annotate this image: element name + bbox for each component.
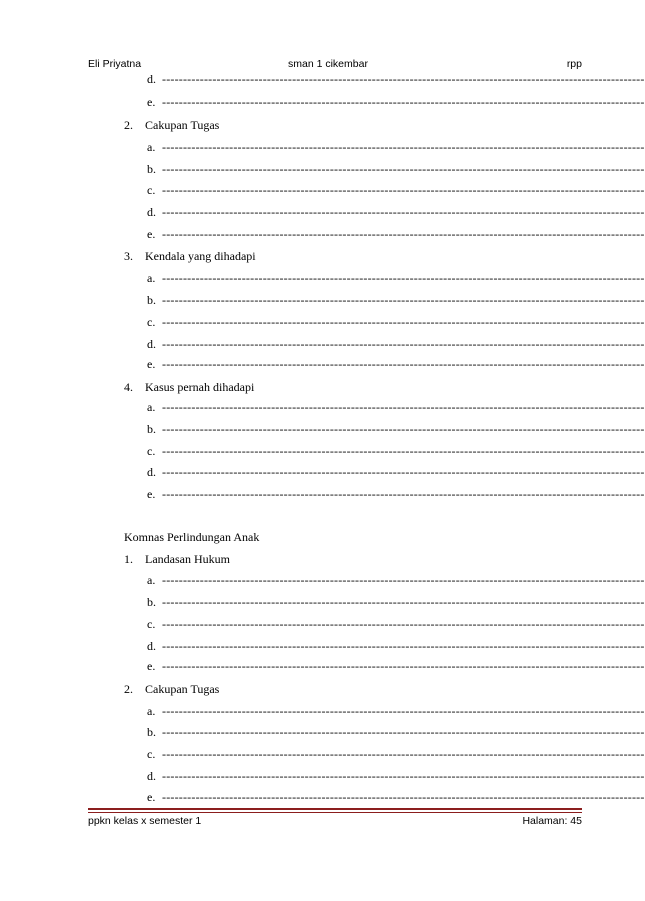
heading-title: Landasan Hukum [145, 552, 230, 566]
item-letter: d. [147, 639, 156, 653]
blank-answer-line: ------------------------------------------------------------------------------------------------------------------- [162, 162, 645, 176]
blank-answer-line: ------------------------------------------------------------------------------------------------------------------- [162, 573, 645, 587]
blank-answer-line: ------------------------------------------------------------------------------------------------------------------- [162, 422, 645, 436]
blank-answer-line: ------------------------------------------------------------------------------------------------------------------- [162, 95, 645, 109]
item-letter: a. [147, 704, 156, 718]
item-letter: a. [147, 573, 156, 587]
blank-answer-line: ------------------------------------------------------------------------------------------------------------------- [162, 725, 645, 739]
heading-title: Cakupan Tugas [145, 118, 220, 132]
list-item [0, 573, 645, 589]
footer-rule-thick [88, 808, 582, 810]
numbered-heading [0, 552, 638, 568]
item-letter: c. [147, 183, 156, 197]
blank-answer-line: ------------------------------------------------------------------------------------------------------------------- [162, 639, 645, 653]
blank-answer-line: ------------------------------------------------------------------------------------------------------------------- [162, 704, 645, 718]
list-item [0, 72, 645, 88]
item-letter: e. [147, 487, 156, 501]
item-letter: d. [147, 337, 156, 351]
blank-answer-line: ------------------------------------------------------------------------------------------------------------------- [162, 72, 645, 86]
list-item [0, 725, 645, 741]
blank-answer-line: ------------------------------------------------------------------------------------------------------------------- [162, 400, 645, 414]
heading-number: 1. [124, 552, 133, 566]
item-letter: b. [147, 725, 156, 739]
heading-title: Kasus pernah dihadapi [145, 380, 255, 394]
item-letter: e. [147, 790, 156, 804]
blank-answer-line: ------------------------------------------------------------------------------------------------------------------- [162, 337, 645, 351]
heading-number: 4. [124, 380, 133, 394]
item-letter: e. [147, 95, 156, 109]
list-item [0, 747, 645, 763]
list-item [0, 227, 645, 243]
blank-answer-line: ------------------------------------------------------------------------------------------------------------------- [162, 595, 645, 609]
item-letter: c. [147, 444, 156, 458]
blank-answer-line: ------------------------------------------------------------------------------------------------------------------- [162, 357, 645, 371]
list-item [0, 357, 645, 373]
footer-page-number: Halaman: 45 [522, 815, 582, 827]
list-item [0, 293, 645, 309]
list-item [0, 487, 645, 503]
list-item [0, 271, 645, 287]
list-item [0, 315, 645, 331]
header-author: Eli Priyatna [88, 58, 142, 70]
numbered-heading [0, 118, 638, 134]
list-item [0, 769, 645, 785]
item-letter: d. [147, 72, 156, 86]
item-letter: e. [147, 227, 156, 241]
item-letter: d. [147, 205, 156, 219]
footer-rule-thin [88, 812, 582, 813]
numbered-heading [0, 380, 638, 396]
list-item [0, 337, 645, 353]
item-letter: a. [147, 400, 156, 414]
header-doc-type: rpp [566, 58, 582, 70]
blank-answer-line: ------------------------------------------------------------------------------------------------------------------- [162, 315, 645, 329]
list-item [0, 183, 645, 199]
item-letter: b. [147, 422, 156, 436]
item-letter: b. [147, 162, 156, 176]
page-footer [88, 815, 582, 831]
list-item [0, 422, 645, 438]
blank-answer-line: ------------------------------------------------------------------------------------------------------------------- [162, 205, 645, 219]
heading-title: Kendala yang dihadapi [145, 249, 256, 263]
list-item [0, 444, 645, 460]
list-item [0, 400, 645, 416]
item-letter: e. [147, 357, 156, 371]
item-letter: d. [147, 465, 156, 479]
blank-answer-line: ------------------------------------------------------------------------------------------------------------------- [162, 465, 645, 479]
blank-answer-line: ------------------------------------------------------------------------------------------------------------------- [162, 769, 645, 783]
list-item [0, 140, 645, 156]
heading-number: 2. [124, 118, 133, 132]
blank-answer-line: ------------------------------------------------------------------------------------------------------------------- [162, 140, 645, 154]
numbered-heading [0, 682, 638, 698]
list-item [0, 95, 645, 111]
item-letter: a. [147, 271, 156, 285]
item-letter: c. [147, 315, 156, 329]
list-item [0, 205, 645, 221]
blank-answer-line: ------------------------------------------------------------------------------------------------------------------- [162, 293, 645, 307]
item-letter: b. [147, 595, 156, 609]
list-item [0, 790, 645, 806]
blank-answer-line: ------------------------------------------------------------------------------------------------------------------- [162, 183, 645, 197]
heading-number: 2. [124, 682, 133, 696]
item-letter: e. [147, 659, 156, 673]
list-item [0, 617, 645, 633]
heading-number: 3. [124, 249, 133, 263]
blank-answer-line: ------------------------------------------------------------------------------------------------------------------- [162, 617, 645, 631]
list-item [0, 595, 645, 611]
blank-answer-line: ------------------------------------------------------------------------------------------------------------------- [162, 487, 645, 501]
section-title [0, 530, 638, 546]
blank-answer-line: ------------------------------------------------------------------------------------------------------------------- [162, 790, 645, 804]
header-school: sman 1 cikembar [288, 58, 368, 70]
footer-course: ppkn kelas x semester 1 [88, 815, 202, 827]
heading-title: Cakupan Tugas [145, 682, 220, 696]
item-letter: b. [147, 293, 156, 307]
blank-answer-line: ------------------------------------------------------------------------------------------------------------------- [162, 659, 645, 673]
section-title-text: Komnas Perlindungan Anak [124, 530, 260, 544]
list-item [0, 704, 645, 720]
item-letter: d. [147, 769, 156, 783]
numbered-heading [0, 249, 638, 265]
item-letter: a. [147, 140, 156, 154]
item-letter: c. [147, 747, 156, 761]
blank-answer-line: ------------------------------------------------------------------------------------------------------------------- [162, 227, 645, 241]
blank-answer-line: ------------------------------------------------------------------------------------------------------------------- [162, 271, 645, 285]
item-letter: c. [147, 617, 156, 631]
list-item [0, 465, 645, 481]
blank-answer-line: ------------------------------------------------------------------------------------------------------------------- [162, 444, 645, 458]
list-item [0, 162, 645, 178]
blank-answer-line: ------------------------------------------------------------------------------------------------------------------- [162, 747, 645, 761]
list-item [0, 659, 645, 675]
list-item [0, 639, 645, 655]
